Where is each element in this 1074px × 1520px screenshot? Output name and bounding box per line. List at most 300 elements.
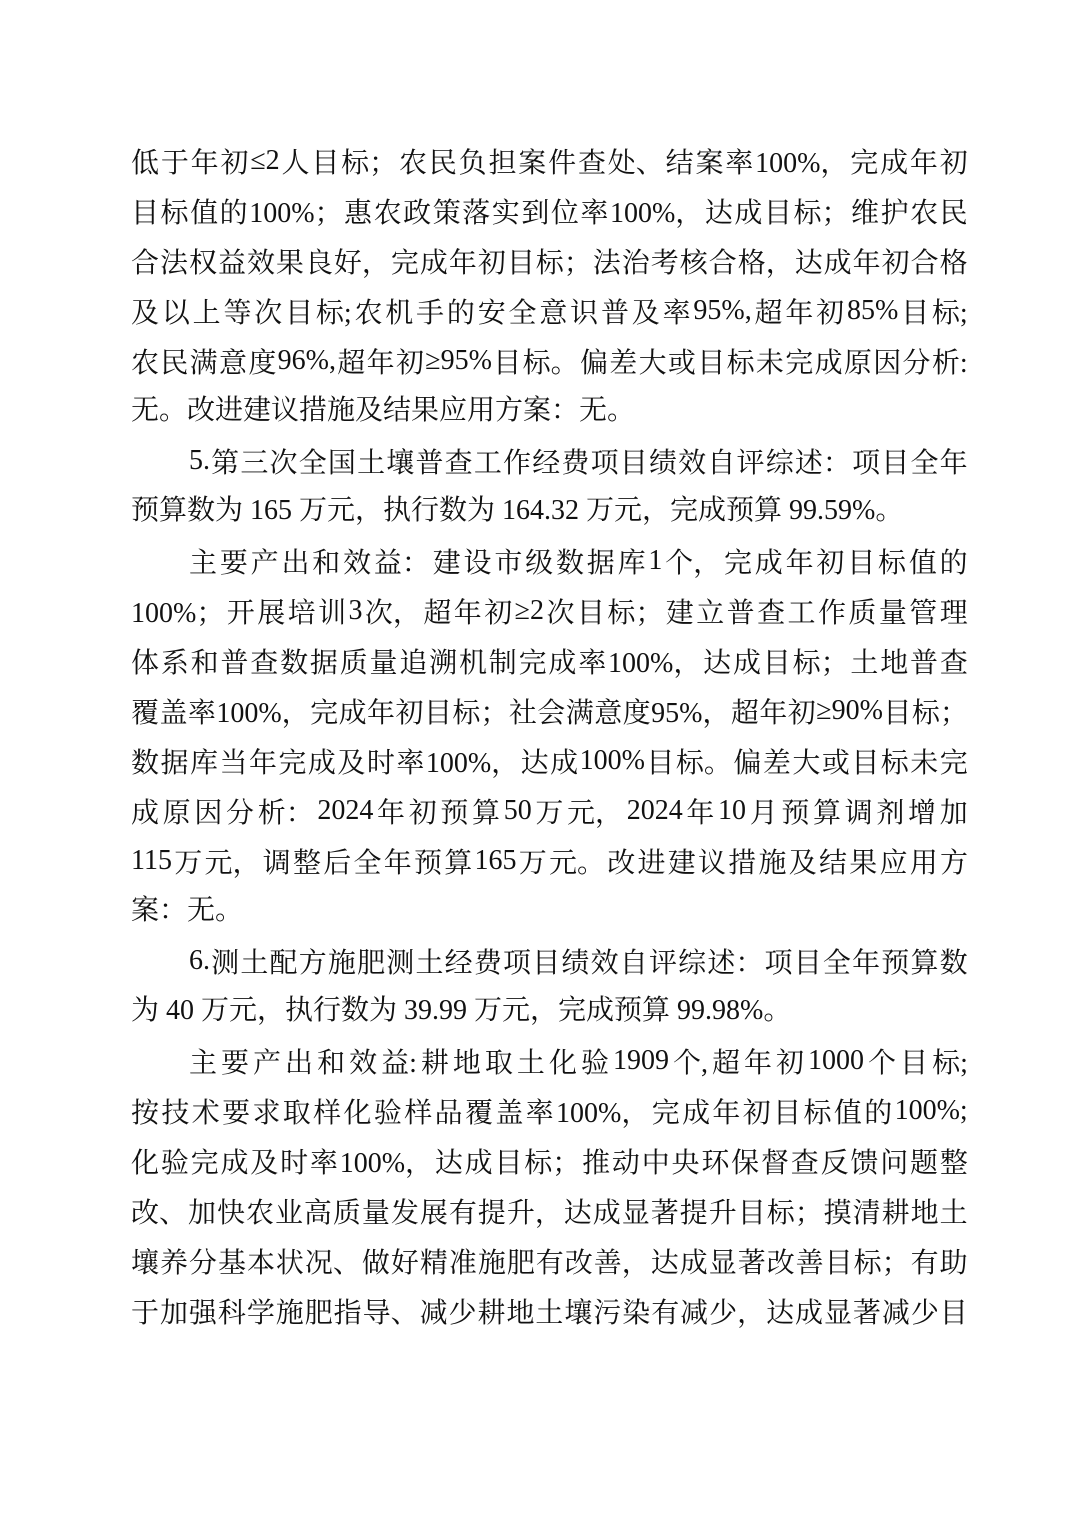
text-token: 的 [939,548,968,579]
text-token: 加 [187,1198,216,1229]
text-token: 目 [881,448,910,479]
text-line [131,236,968,286]
text-token: 个, [672,1048,708,1079]
text-token: 完 [278,748,307,779]
text-token: 目 [506,248,535,279]
text-token: 及 [131,298,160,329]
text-token: 土 [415,948,444,979]
text-token: 率 [309,1148,338,1179]
text-token: 率 [578,648,607,679]
text-token: 达 [563,1198,592,1229]
text-token: 摸 [823,1198,852,1229]
text-token: 目 [793,948,822,979]
text-token: 个， [665,548,722,579]
text-token: 超 [711,1048,740,1079]
text-token: 方 [939,848,968,879]
text-token: 达 [520,748,549,779]
text-token: 月 [749,798,778,829]
text-token: 进 [637,848,666,879]
text-token: 及 [250,1148,279,1179]
text-token: 合 [708,248,737,279]
text-token: 标； [452,698,509,729]
text-token: 目 [824,1248,853,1279]
text-token: 165 [474,845,517,876]
text-token: 年 [785,298,814,329]
text-token: 立 [696,598,725,629]
text-token: 助 [939,1248,968,1279]
text-token: 普 [600,298,629,329]
text-token: 技 [161,1098,190,1129]
paragraph-item6-summary [131,936,968,1036]
text-token: 升 [708,1198,737,1229]
text-token: 政 [403,198,432,229]
text-token: 预 [781,798,810,829]
text-token: 地 [880,648,909,679]
text-token: 目 [285,298,314,329]
text-token: 减 [419,1298,448,1329]
text-token: 目 [697,348,726,379]
text-token: 查 [790,1148,819,1179]
text-token: 做 [361,1248,390,1279]
text-token: 标； [793,198,850,229]
text-token: 效 [349,1048,378,1079]
text-token: 全 [910,448,939,479]
text-token: 标； [607,598,664,629]
text-token: 100%， [755,148,849,179]
text-token: 初 [816,548,845,579]
text-line [131,686,968,736]
text-token: 综 [678,948,707,979]
text-token: 耕 [420,1048,449,1079]
text-token: 加 [939,798,968,829]
text-token: 标； [853,1248,910,1279]
text-token: 因 [194,798,223,829]
text-token: 综 [765,448,794,479]
text-token: 分 [188,1248,217,1279]
text-token: 手 [416,298,445,329]
text-token: 及 [337,748,366,779]
text-token: 等 [223,298,252,329]
text-token: 少， [709,1298,766,1329]
text-token: 发 [390,1198,419,1229]
text-token: 盖 [495,1098,524,1129]
text-token: 当 [219,748,248,779]
text-token: 况、 [304,1248,361,1279]
text-token: 时 [280,1148,309,1179]
text-token: 100%， [609,198,704,229]
text-token: 机 [385,298,414,329]
text-token: 合 [131,248,160,279]
text-token: 目 [423,698,452,729]
text-token: 成 [131,798,160,829]
text-token: 初 [477,248,506,279]
text-token: 件 [548,148,577,179]
text-token: 目 [763,198,792,229]
text-token: 元， [567,798,624,829]
text-token: 析: [931,348,968,379]
text-token: 未 [755,348,784,379]
text-line [131,286,968,336]
text-token: 耕 [477,1298,506,1329]
text-token: 问 [880,1148,909,1179]
text-token: 初 [742,1098,771,1129]
text-token: 年 [785,548,814,579]
text-token: 年 [367,698,396,729]
text-token: 初 [787,698,816,729]
text-token: ≤2 [250,145,280,176]
report-text-block [131,136,968,1336]
text-token: 保 [731,1148,760,1179]
text-line [131,1086,968,1136]
text-token: 年 [852,948,881,979]
text-token: 要 [219,548,248,579]
text-token: 担 [488,148,517,179]
text-token: 培 [287,598,316,629]
text-token: 全 [353,848,382,879]
text-token: 值 [908,548,937,579]
text-token: 成 [754,548,783,579]
text-token: 改 [564,1248,593,1279]
text-line [131,836,968,886]
text-token: 100%; [894,1095,968,1126]
text-token: 大 [638,348,667,379]
text-token: 目 [619,448,648,479]
text-token: 100%， [608,648,702,679]
text-token: 标 [880,748,909,779]
text-token: 项 [764,948,793,979]
text-token: 覆 [131,698,160,729]
text-token: 及 [788,848,817,879]
text-token: 费 [473,948,502,979]
text-token: 原 [162,798,191,829]
text-token: 有 [448,1198,477,1229]
text-token: 改 [607,848,636,879]
text-token: 成 [220,1148,249,1179]
text-token: 土 [240,948,269,979]
text-token: 查 [757,598,786,629]
text-token: 达 [434,1148,463,1179]
text-token: 耕 [881,1198,910,1229]
text-token: 据 [586,548,615,579]
text-token: 初 [816,298,845,329]
text-token: 经 [532,448,561,479]
text-token: 查 [939,648,968,679]
text-token: 肥 [304,1298,333,1329]
text-token: 策 [432,198,461,229]
text-token: 以 [161,298,190,329]
text-token: 述： [794,448,851,479]
text-token: 提 [679,1198,708,1229]
text-token: 法 [592,248,621,279]
text-token: 实 [491,198,520,229]
text-line [131,136,968,186]
text-token: 元。 [548,848,605,879]
text-token: 学 [246,1298,275,1329]
text-token: 有 [535,1248,564,1279]
text-token: 完 [939,748,968,779]
text-token: 完 [785,348,814,379]
text-token: 年 [939,448,968,479]
text-token: 土 [357,448,386,479]
text-token: 经 [444,948,473,979]
text-token: 1909 [612,1045,669,1076]
text-token: 标； [535,248,592,279]
text-token: 超 [730,698,759,729]
text-token: 训 [318,598,347,629]
text-token: 取 [282,1098,311,1129]
text-token: 年 [686,798,715,829]
text-token: 著 [852,1298,881,1329]
text-token: 标 [803,1098,832,1129]
text-token: 年 [712,1098,741,1129]
text-token: 措 [728,848,757,879]
text-token: 标; [315,298,352,329]
text-token: 社 [508,698,537,729]
text-token: 标； [911,698,968,729]
text-token: 标; [931,298,968,329]
text-token: 化 [343,1098,372,1129]
text-token: 落 [462,198,491,229]
text-token: 整 [292,848,321,879]
text-token: 污 [593,1298,622,1329]
text-token: 展 [257,598,286,629]
text-token: 法 [159,248,188,279]
text-token: 未 [910,748,939,779]
text-token: 目 [847,548,876,579]
text-token: 意 [539,298,568,329]
text-token: 95%, [693,295,752,326]
text-line [131,636,968,686]
text-token: 项 [852,448,881,479]
text-token: 维 [851,198,880,229]
text-token: 案 [518,148,547,179]
text-token: 测 [211,948,240,979]
text-token: 主 [189,1048,218,1079]
text-token: 查 [444,448,473,479]
text-token: 强 [188,1298,217,1329]
text-token: 高 [303,1198,332,1229]
text-token: 目 [851,748,880,779]
text-token: 溯 [429,648,458,679]
text-token: 央 [671,1148,700,1179]
text-token: 完 [310,698,339,729]
text-token: 调 [844,798,873,829]
text-token: 值 [190,198,219,229]
text-token: 算 [910,948,939,979]
text-token: 初 [395,348,424,379]
text-token: 第 [211,448,240,479]
text-token: 查 [250,648,279,679]
text-token: 标； [341,148,398,179]
text-token: 据 [309,648,338,679]
text-token: 标。 [675,748,732,779]
text-token: 作 [817,598,846,629]
text-token: 次 [254,298,283,329]
text-token: 追 [399,648,428,679]
paragraph-item5-output-benefit [131,536,968,936]
text-token: 著 [737,1248,766,1279]
text-token: 有 [910,1248,939,1279]
text-token: 设 [463,548,492,579]
text-token: 3 [348,595,363,626]
text-token: 显 [621,1198,650,1229]
text-token: 用 [909,848,938,879]
text-token: 大 [792,748,821,779]
text-token: 工 [787,598,816,629]
text-token: 核 [679,248,708,279]
text-token: 元， [204,848,261,879]
text-token: 率 [725,148,754,179]
text-token: 预 [413,848,442,879]
text-token: 析： [257,798,314,829]
text-token: 标 [726,348,755,379]
text-token: 理 [939,598,968,629]
text-token: 完 [190,1148,219,1179]
text-token: 护 [880,198,909,229]
text-token: 农 [398,148,427,179]
text-token: 次 [546,598,575,629]
text-token: 产 [250,548,279,579]
text-token: 导、 [362,1298,419,1329]
text-token: 率 [396,748,425,779]
text-token: 上 [192,298,221,329]
text-token: 率 [662,298,691,329]
text-token: 开 [226,598,255,629]
text-token: 壤 [131,1248,160,1279]
text-token: 安 [477,298,506,329]
text-token: 成 [338,698,367,729]
text-token: 超 [423,598,452,629]
text-token: 染 [622,1298,651,1329]
text-token: 初 [408,798,437,829]
text-token: 工 [473,448,502,479]
text-token: 系 [160,648,189,679]
text-line [131,786,968,836]
text-token: 动 [611,1148,640,1179]
text-token: 益: [381,1048,417,1079]
text-token: 成 [548,648,577,679]
text-line: 案：无。 [131,895,244,926]
text-token: 低 [131,148,160,179]
text-token: 益： [373,548,430,579]
text-token: 有 [651,1298,680,1329]
text-token: 人 [281,148,310,179]
text-token: 精 [419,1248,448,1279]
text-token: 土 [516,1048,545,1079]
text-token: 普 [220,648,249,679]
paragraph-item6-output-benefit [131,1036,968,1336]
text-token: 项 [503,948,532,979]
text-token: 结 [818,848,847,879]
text-token: 次， [364,598,421,629]
text-token: 完 [518,648,547,679]
text-token: 提 [477,1198,506,1229]
text-line: 预算数为 165 万元，执行数为 164.32 万元，完成预算 99.59%。 [131,495,904,526]
text-token: 述： [707,948,764,979]
text-token: 差 [609,348,638,379]
text-token: 自 [619,948,648,979]
text-token: 著 [650,1198,679,1229]
text-token: 地 [452,1048,481,1079]
text-token: 化 [548,1048,577,1079]
text-token: 算 [472,798,501,829]
text-token: 100%， [556,1098,650,1129]
text-token: 满 [189,348,218,379]
text-line [131,1186,968,1236]
text-token: 成 [679,1248,708,1279]
text-token: 度 [248,348,277,379]
text-token: 达 [650,1248,679,1279]
text-token: 改、 [131,1198,188,1229]
text-token: 产 [253,1048,282,1079]
text-token: 识 [570,298,599,329]
text-token: 馈 [850,1148,879,1179]
text-token: 预 [881,948,910,979]
text-token: 万 [518,848,547,879]
text-token: 年 [744,1048,773,1079]
text-token: 案 [695,148,724,179]
text-token: 年 [366,348,395,379]
text-token: 成 [419,248,448,279]
text-token: 的 [219,198,248,229]
text-token: 或 [667,348,696,379]
text-token: 民 [428,148,457,179]
text-token: 时 [366,748,395,779]
text-line [131,1136,968,1186]
text-token: 100%， [216,698,310,729]
text-token: 中 [641,1148,670,1179]
text-token: 年 [852,248,881,279]
text-token: 格 [939,248,968,279]
text-token: 术 [191,1098,220,1129]
text-token: 达 [704,198,733,229]
text-token: 整 [939,1148,968,1179]
text-token: 绩 [648,448,677,479]
text-token: 负 [458,148,487,179]
text-token: 量 [361,1198,390,1229]
text-token: 次 [269,448,298,479]
text-token: 效 [590,948,619,979]
paragraph-item4-continuation [131,136,968,436]
text-token: 初 [220,148,249,179]
text-token: 目 [901,298,930,329]
text-token: 管 [909,598,938,629]
text-token: 好， [333,248,390,279]
text-token: 成 [823,248,852,279]
text-token: 显 [823,1298,852,1329]
text-token: 全 [298,448,327,479]
text-token: 果 [849,848,878,879]
text-token: 原 [843,348,872,379]
text-token: 级 [525,548,554,579]
text-token: 96%, [277,345,336,376]
text-token: 成 [550,748,579,779]
text-token: 配 [269,948,298,979]
text-token: 据 [160,748,189,779]
text-token: 少 [448,1298,477,1329]
text-token: 100%； [249,198,343,229]
text-token: 环 [701,1148,730,1179]
text-token: 2024 [626,795,683,826]
text-token: 年 [759,698,788,729]
text-token: 少 [910,1298,939,1329]
text-token: 目 [900,1048,929,1079]
text-token: 惠 [344,198,373,229]
text-token: 题 [910,1148,939,1179]
text-token: 目 [773,1098,802,1129]
text-line [131,536,968,586]
text-token: 标; [932,1048,968,1079]
